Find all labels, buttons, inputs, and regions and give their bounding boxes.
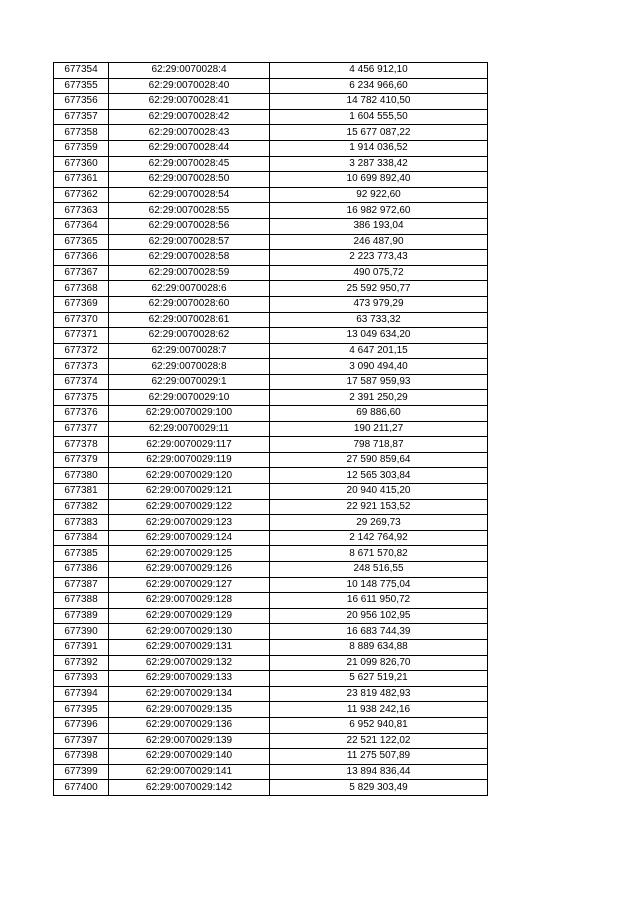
cadastral-value-cell: 22 921 153,52 bbox=[270, 499, 488, 515]
cadastral-value-cell: 1 604 555,50 bbox=[270, 109, 488, 125]
row-number-cell: 677362 bbox=[54, 187, 109, 203]
cadastral-number-cell: 62:29:0070029:1 bbox=[109, 374, 270, 390]
cadastral-value-cell: 6 952 940,81 bbox=[270, 717, 488, 733]
cadastral-value-cell: 25 592 950,77 bbox=[270, 281, 488, 297]
row-number-cell: 677389 bbox=[54, 608, 109, 624]
table-row bbox=[54, 78, 488, 94]
cadastral-number-cell: 62:29:0070029:117 bbox=[109, 437, 270, 453]
cadastral-value-cell: 13 049 634,20 bbox=[270, 328, 488, 344]
table-row bbox=[54, 780, 488, 796]
cadastral-number-cell: 62:29:0070029:134 bbox=[109, 686, 270, 702]
cadastral-value-cell: 246 487,90 bbox=[270, 234, 488, 250]
row-number-cell: 677400 bbox=[54, 780, 109, 796]
cadastral-number-cell: 62:29:0070029:132 bbox=[109, 655, 270, 671]
row-number-cell: 677372 bbox=[54, 343, 109, 359]
cadastral-value-cell: 15 677 087,22 bbox=[270, 125, 488, 141]
table-row bbox=[54, 671, 488, 687]
row-number-cell: 677358 bbox=[54, 125, 109, 141]
row-number-cell: 677357 bbox=[54, 109, 109, 125]
cadastral-number-cell: 62:29:0070029:126 bbox=[109, 562, 270, 578]
cadastral-value-cell: 1 914 036,52 bbox=[270, 140, 488, 156]
row-number-cell: 677355 bbox=[54, 78, 109, 94]
cadastral-number-cell: 62:29:0070029:124 bbox=[109, 530, 270, 546]
cadastral-value-cell: 386 193,04 bbox=[270, 218, 488, 234]
cadastral-number-cell: 62:29:0070029:122 bbox=[109, 499, 270, 515]
cadastral-number-cell: 62:29:0070028:41 bbox=[109, 94, 270, 110]
row-number-cell: 677385 bbox=[54, 546, 109, 562]
row-number-cell: 677386 bbox=[54, 562, 109, 578]
cadastral-value-table bbox=[53, 62, 488, 796]
cadastral-value-cell: 14 782 410,50 bbox=[270, 94, 488, 110]
table-row bbox=[54, 203, 488, 219]
cadastral-number-cell: 62:29:0070029:129 bbox=[109, 608, 270, 624]
cadastral-number-cell: 62:29:0070028:6 bbox=[109, 281, 270, 297]
row-number-cell: 677368 bbox=[54, 281, 109, 297]
cadastral-number-cell: 62:29:0070029:121 bbox=[109, 484, 270, 500]
row-number-cell: 677356 bbox=[54, 94, 109, 110]
cadastral-value-cell: 2 142 764,92 bbox=[270, 530, 488, 546]
cadastral-number-cell: 62:29:0070028:56 bbox=[109, 218, 270, 234]
cadastral-number-cell: 62:29:0070028:62 bbox=[109, 328, 270, 344]
cadastral-number-cell: 62:29:0070028:58 bbox=[109, 250, 270, 266]
cadastral-number-cell: 62:29:0070028:4 bbox=[109, 63, 270, 79]
table-row bbox=[54, 686, 488, 702]
cadastral-number-cell: 62:29:0070028:59 bbox=[109, 265, 270, 281]
table-row bbox=[54, 343, 488, 359]
table-row bbox=[54, 749, 488, 765]
row-number-cell: 677390 bbox=[54, 624, 109, 640]
table-row bbox=[54, 608, 488, 624]
table-row bbox=[54, 624, 488, 640]
table-row bbox=[54, 577, 488, 593]
cadastral-number-cell: 62:29:0070028:50 bbox=[109, 172, 270, 188]
table-row bbox=[54, 639, 488, 655]
cadastral-number-cell: 62:29:0070029:119 bbox=[109, 452, 270, 468]
cadastral-number-cell: 62:29:0070028:7 bbox=[109, 343, 270, 359]
table-row bbox=[54, 218, 488, 234]
cadastral-number-cell: 62:29:0070029:128 bbox=[109, 593, 270, 609]
table-row bbox=[54, 437, 488, 453]
cadastral-value-cell: 20 940 415,20 bbox=[270, 484, 488, 500]
cadastral-value-cell: 3 090 494,40 bbox=[270, 359, 488, 375]
table-row bbox=[54, 359, 488, 375]
table-row bbox=[54, 187, 488, 203]
table-row bbox=[54, 125, 488, 141]
table-row bbox=[54, 562, 488, 578]
row-number-cell: 677398 bbox=[54, 749, 109, 765]
cadastral-value-cell: 17 587 959,93 bbox=[270, 374, 488, 390]
row-number-cell: 677391 bbox=[54, 639, 109, 655]
cadastral-number-cell: 62:29:0070029:130 bbox=[109, 624, 270, 640]
row-number-cell: 677384 bbox=[54, 530, 109, 546]
cadastral-value-cell: 21 099 826,70 bbox=[270, 655, 488, 671]
table-row bbox=[54, 374, 488, 390]
row-number-cell: 677354 bbox=[54, 63, 109, 79]
cadastral-value-cell: 27 590 859,64 bbox=[270, 452, 488, 468]
cadastral-value-cell: 4 647 201,15 bbox=[270, 343, 488, 359]
table-row bbox=[54, 172, 488, 188]
row-number-cell: 677383 bbox=[54, 515, 109, 531]
row-number-cell: 677393 bbox=[54, 671, 109, 687]
cadastral-number-cell: 62:29:0070028:8 bbox=[109, 359, 270, 375]
table-row bbox=[54, 655, 488, 671]
row-number-cell: 677388 bbox=[54, 593, 109, 609]
table-row bbox=[54, 764, 488, 780]
cadastral-value-cell: 11 938 242,16 bbox=[270, 702, 488, 718]
cadastral-value-cell: 29 269,73 bbox=[270, 515, 488, 531]
cadastral-value-cell: 8 671 570,82 bbox=[270, 546, 488, 562]
row-number-cell: 677370 bbox=[54, 312, 109, 328]
cadastral-number-cell: 62:29:0070028:40 bbox=[109, 78, 270, 94]
cadastral-number-cell: 62:29:0070029:123 bbox=[109, 515, 270, 531]
cadastral-value-cell: 490 075,72 bbox=[270, 265, 488, 281]
cadastral-value-cell: 16 982 972,60 bbox=[270, 203, 488, 219]
table-row bbox=[54, 156, 488, 172]
row-number-cell: 677392 bbox=[54, 655, 109, 671]
table-row bbox=[54, 484, 488, 500]
row-number-cell: 677387 bbox=[54, 577, 109, 593]
cadastral-number-cell: 62:29:0070028:44 bbox=[109, 140, 270, 156]
cadastral-value-cell: 22 521 122,02 bbox=[270, 733, 488, 749]
row-number-cell: 677399 bbox=[54, 764, 109, 780]
row-number-cell: 677367 bbox=[54, 265, 109, 281]
cadastral-value-cell: 63 733,32 bbox=[270, 312, 488, 328]
row-number-cell: 677397 bbox=[54, 733, 109, 749]
row-number-cell: 677381 bbox=[54, 484, 109, 500]
cadastral-number-cell: 62:29:0070029:131 bbox=[109, 639, 270, 655]
table-row bbox=[54, 63, 488, 79]
cadastral-value-cell: 190 211,27 bbox=[270, 421, 488, 437]
cadastral-number-cell: 62:29:0070029:140 bbox=[109, 749, 270, 765]
cadastral-number-cell: 62:29:0070028:54 bbox=[109, 187, 270, 203]
cadastral-value-cell: 2 223 773,43 bbox=[270, 250, 488, 266]
table-row bbox=[54, 733, 488, 749]
table-row bbox=[54, 328, 488, 344]
cadastral-number-cell: 62:29:0070029:10 bbox=[109, 390, 270, 406]
cadastral-number-cell: 62:29:0070028:42 bbox=[109, 109, 270, 125]
cadastral-number-cell: 62:29:0070029:141 bbox=[109, 764, 270, 780]
row-number-cell: 677369 bbox=[54, 296, 109, 312]
cadastral-number-cell: 62:29:0070029:120 bbox=[109, 468, 270, 484]
cadastral-value-cell: 798 718,87 bbox=[270, 437, 488, 453]
cadastral-number-cell: 62:29:0070029:139 bbox=[109, 733, 270, 749]
row-number-cell: 677365 bbox=[54, 234, 109, 250]
cadastral-value-cell: 92 922,60 bbox=[270, 187, 488, 203]
cadastral-number-cell: 62:29:0070028:55 bbox=[109, 203, 270, 219]
row-number-cell: 677382 bbox=[54, 499, 109, 515]
table-row bbox=[54, 94, 488, 110]
cadastral-number-cell: 62:29:0070028:57 bbox=[109, 234, 270, 250]
row-number-cell: 677361 bbox=[54, 172, 109, 188]
row-number-cell: 677396 bbox=[54, 717, 109, 733]
row-number-cell: 677394 bbox=[54, 686, 109, 702]
table-row bbox=[54, 312, 488, 328]
cadastral-number-cell: 62:29:0070029:127 bbox=[109, 577, 270, 593]
row-number-cell: 677364 bbox=[54, 218, 109, 234]
row-number-cell: 677380 bbox=[54, 468, 109, 484]
table-row bbox=[54, 281, 488, 297]
cadastral-number-cell: 62:29:0070029:135 bbox=[109, 702, 270, 718]
cadastral-value-cell: 4 456 912,10 bbox=[270, 63, 488, 79]
table-row bbox=[54, 296, 488, 312]
table-row bbox=[54, 452, 488, 468]
cadastral-value-cell: 8 889 634,88 bbox=[270, 639, 488, 655]
row-number-cell: 677377 bbox=[54, 421, 109, 437]
cadastral-number-cell: 62:29:0070028:60 bbox=[109, 296, 270, 312]
cadastral-value-cell: 20 956 102,95 bbox=[270, 608, 488, 624]
cadastral-value-cell: 5 627 519,21 bbox=[270, 671, 488, 687]
cadastral-value-cell: 11 275 507,89 bbox=[270, 749, 488, 765]
row-number-cell: 677379 bbox=[54, 452, 109, 468]
row-number-cell: 677395 bbox=[54, 702, 109, 718]
cadastral-value-cell: 3 287 338,42 bbox=[270, 156, 488, 172]
table-row bbox=[54, 406, 488, 422]
cadastral-value-cell: 248 516,55 bbox=[270, 562, 488, 578]
cadastral-value-cell: 10 148 775,04 bbox=[270, 577, 488, 593]
row-number-cell: 677376 bbox=[54, 406, 109, 422]
cadastral-number-cell: 62:29:0070028:43 bbox=[109, 125, 270, 141]
cadastral-value-cell: 12 565 303,84 bbox=[270, 468, 488, 484]
row-number-cell: 677375 bbox=[54, 390, 109, 406]
cadastral-value-cell: 2 391 250,29 bbox=[270, 390, 488, 406]
cadastral-value-cell: 6 234 966,60 bbox=[270, 78, 488, 94]
table-row bbox=[54, 546, 488, 562]
cadastral-value-cell: 23 819 482,93 bbox=[270, 686, 488, 702]
row-number-cell: 677363 bbox=[54, 203, 109, 219]
cadastral-number-cell: 62:29:0070028:61 bbox=[109, 312, 270, 328]
row-number-cell: 677359 bbox=[54, 140, 109, 156]
table-row bbox=[54, 140, 488, 156]
cadastral-number-cell: 62:29:0070028:45 bbox=[109, 156, 270, 172]
table-row bbox=[54, 717, 488, 733]
cadastral-value-cell: 16 683 744,39 bbox=[270, 624, 488, 640]
cadastral-value-cell: 16 611 950,72 bbox=[270, 593, 488, 609]
cadastral-number-cell: 62:29:0070029:136 bbox=[109, 717, 270, 733]
table-row bbox=[54, 702, 488, 718]
table-row bbox=[54, 109, 488, 125]
row-number-cell: 677371 bbox=[54, 328, 109, 344]
row-number-cell: 677366 bbox=[54, 250, 109, 266]
cadastral-value-cell: 69 886,60 bbox=[270, 406, 488, 422]
table-row bbox=[54, 234, 488, 250]
cadastral-value-cell: 473 979,29 bbox=[270, 296, 488, 312]
table-row bbox=[54, 250, 488, 266]
cadastral-number-cell: 62:29:0070029:125 bbox=[109, 546, 270, 562]
row-number-cell: 677373 bbox=[54, 359, 109, 375]
row-number-cell: 677360 bbox=[54, 156, 109, 172]
table-row bbox=[54, 499, 488, 515]
row-number-cell: 677378 bbox=[54, 437, 109, 453]
cadastral-value-cell: 13 894 836,44 bbox=[270, 764, 488, 780]
cadastral-number-cell: 62:29:0070029:11 bbox=[109, 421, 270, 437]
table-row bbox=[54, 390, 488, 406]
table-row bbox=[54, 593, 488, 609]
cadastral-number-cell: 62:29:0070029:100 bbox=[109, 406, 270, 422]
table-row bbox=[54, 265, 488, 281]
cadastral-number-cell: 62:29:0070029:133 bbox=[109, 671, 270, 687]
cadastral-number-cell: 62:29:0070029:142 bbox=[109, 780, 270, 796]
table-row bbox=[54, 530, 488, 546]
table-body bbox=[54, 63, 488, 796]
table-row bbox=[54, 421, 488, 437]
table-row bbox=[54, 515, 488, 531]
row-number-cell: 677374 bbox=[54, 374, 109, 390]
table-row bbox=[54, 468, 488, 484]
cadastral-value-cell: 5 829 303,49 bbox=[270, 780, 488, 796]
cadastral-value-cell: 10 699 892,40 bbox=[270, 172, 488, 188]
